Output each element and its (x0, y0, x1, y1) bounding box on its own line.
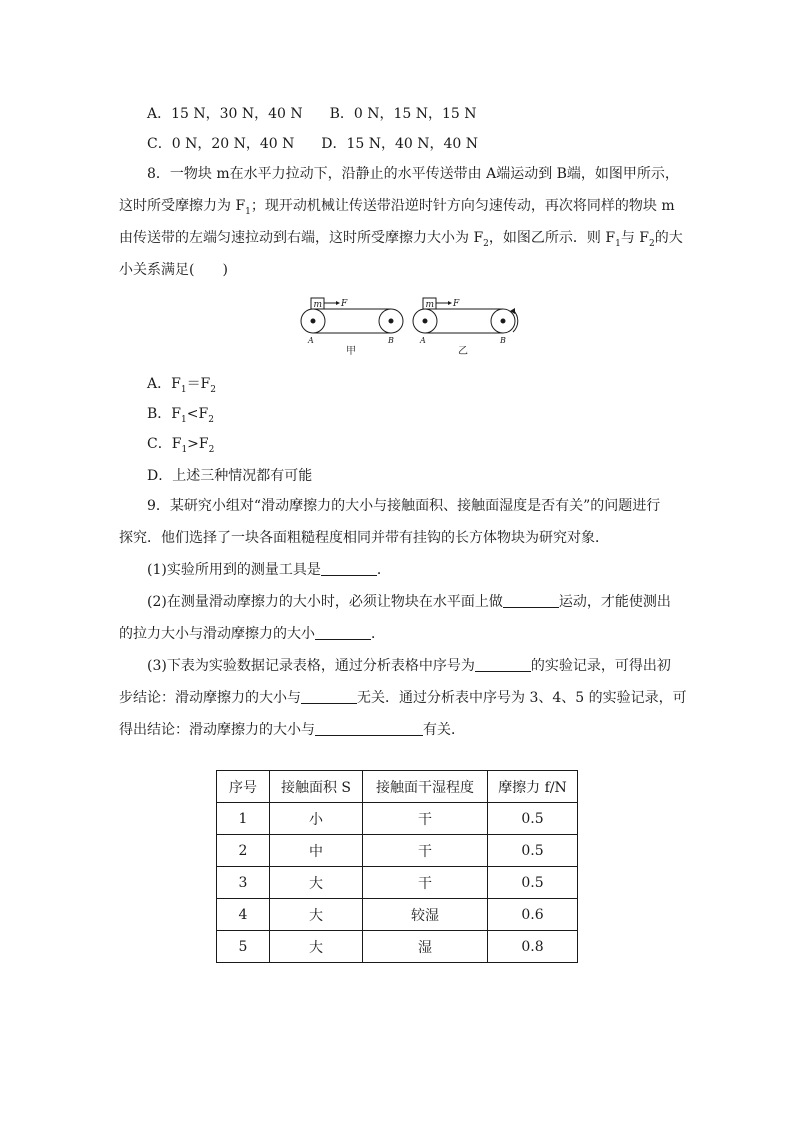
end-b-label-jia: B (388, 336, 394, 345)
q8-option-d: D．上述三种情况都有可能 (147, 468, 313, 484)
q9-stem-line-1: 9．某研究小组对“滑动摩擦力的大小与接触面积、接触面湿度是否有关”的问题进行 (147, 498, 661, 514)
caption-yi: 乙 (458, 346, 468, 357)
table-row: 3 大 干 0.5 (217, 867, 578, 899)
q8-stem-line-3: 由传送带的左端匀速拉动到右端，这时所受摩擦力大小为 $F_2$，如图乙所示．则 $F_1$与 $F_2$的大 (119, 230, 683, 249)
q8-option-b: B．$F_1<F_2$ (147, 406, 214, 425)
q9-part-1: (1)实验所用到的测量工具是 ． (147, 562, 391, 578)
force-label-yi: F (453, 299, 460, 309)
header-index: 序号 (217, 771, 270, 803)
header-dryness: 接触面干湿程度 (363, 771, 488, 803)
table-row: 4 大 较湿 0.6 (217, 899, 578, 931)
q8-option-c: C．$F_1>F_2$ (147, 436, 215, 455)
q7-options-row-1 (147, 104, 477, 124)
header-contact-area: 接触面积 S (270, 771, 363, 803)
belt-diagram-jia (301, 298, 403, 357)
q8-stem-line-1: 8．一物块 m在水平力拉动下，沿静止的水平传送带由 A端运动到 B端，如图甲所示， (147, 166, 679, 182)
answer-blank-2[interactable] (503, 593, 559, 608)
end-b-label-yi: B (500, 336, 506, 345)
q9-part-2-line-1: (2)在测量滑动摩擦力的大小时，必须让物块在水平面上做 运动，才能使测出 (147, 594, 671, 610)
force-label-jia: F (341, 299, 348, 309)
q7-option-b: B．0 N，15 N，15 N (329, 106, 477, 122)
answer-blank-1[interactable] (321, 561, 377, 576)
experiment-data-table (216, 770, 578, 963)
q8-option-a: A．$F_1=F_2$ (147, 376, 217, 395)
q9-part-2-line-2: 的拉力大小与滑动摩擦力的大小 ． (119, 626, 385, 642)
answer-blank-6[interactable] (315, 721, 423, 736)
answer-blank-4[interactable] (475, 657, 531, 672)
q9-part-3-line-3: 得出结论：滑动摩擦力的大小与 有关． (119, 722, 465, 738)
header-friction: 摩擦力 f/N (488, 771, 578, 803)
belt-diagram-yi (413, 298, 518, 357)
answer-blank-3[interactable] (315, 625, 371, 640)
caption-jia: 甲 (346, 346, 356, 357)
table-row: 5 大 湿 0.8 (217, 931, 578, 963)
conveyor-belt-figure (296, 290, 528, 358)
block-label-yi: m (425, 300, 435, 310)
q7-option-a: A．15 N，30 N，40 N (147, 106, 303, 122)
table-header-row (217, 771, 578, 803)
table-row: 2 中 干 0.5 (217, 835, 578, 867)
q9-part-3-line-1: (3)下表为实验数据记录表格，通过分析表格中序号为 的实验记录，可得出初 (147, 658, 671, 674)
q9-stem-line-2: 探究．他们选择了一块各面粗糙程度相同并带有挂钩的长方体物块为研究对象． (119, 530, 609, 546)
q7-option-c: C．0 N，20 N，40 N (147, 136, 295, 152)
q8-stem-line-2: 这时所受摩擦力为 $F_1$；现开动机械让传送带沿逆时针方向匀速传动，再次将同样的物块 m (119, 198, 675, 217)
end-a-label-jia: A (308, 336, 314, 345)
table-row: 1 小 干 0.5 (217, 803, 578, 835)
end-a-label-yi: A (420, 336, 426, 345)
answer-blank-5[interactable] (301, 689, 357, 704)
q9-part-3-line-2: 步结论：滑动摩擦力的大小与 无关．通过分析表中序号为 3、4、5 的实验记录，可 (119, 690, 687, 706)
q8-stem-line-4: 小关系满足( ) (119, 262, 228, 278)
q7-options-row-2 (147, 134, 478, 154)
block-label-jia: m (313, 300, 323, 310)
q7-option-d: D．15 N，40 N，40 N (321, 136, 479, 152)
